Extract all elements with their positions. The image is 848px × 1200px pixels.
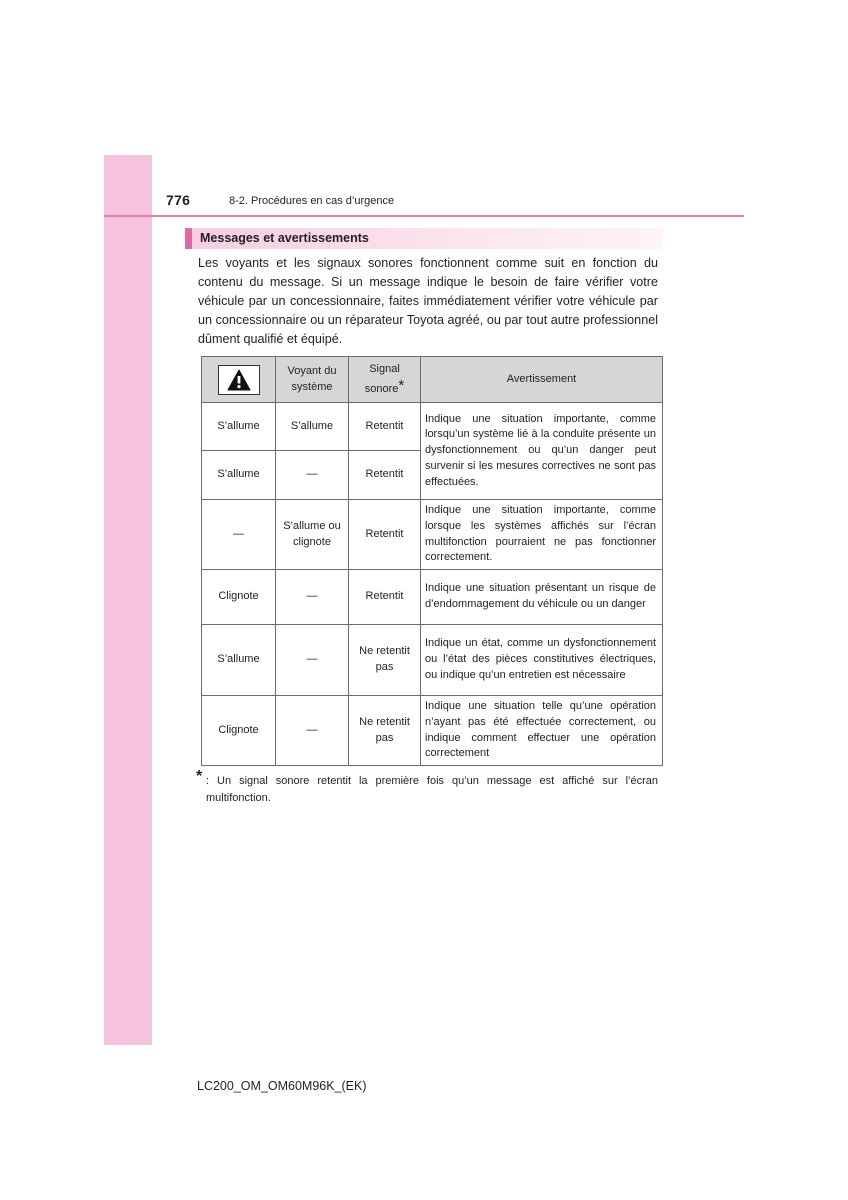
- cell-description: Indique une situation présentant un risque de d’endommagement du véhicule ou un danger: [421, 570, 663, 625]
- cell-warning: —: [202, 500, 276, 570]
- cell-warning: S’allume: [202, 625, 276, 696]
- cell-voyant: —: [276, 570, 349, 625]
- header-avertissement: Avertissement: [421, 357, 663, 403]
- cell-signal: Ne retentit pas: [349, 625, 421, 696]
- section-heading-box: [185, 228, 663, 249]
- table-header-row: [202, 357, 663, 403]
- cell-signal: Retentit: [349, 570, 421, 625]
- cell-voyant: —: [276, 451, 349, 500]
- cell-description: Indique une situation telle qu’une opération n’ayant pas été effectuée correctement, ou indique comment effectuer une opération correctement: [421, 696, 663, 766]
- cell-voyant: S’allume ou clignote: [276, 500, 349, 570]
- header-signal: [349, 357, 421, 403]
- cell-signal: Ne retentit pas: [349, 696, 421, 766]
- cell-voyant: S’allume: [276, 403, 349, 451]
- warning-triangle-icon: [218, 365, 260, 395]
- cell-description: Indique une situation importante, comme lorsque les systèmes affichés sur l’écran multifonction pourraient ne pas fonctionner correctement.: [421, 500, 663, 570]
- header-rule: [104, 215, 744, 217]
- table-row: [202, 625, 663, 696]
- cell-warning: S’allume: [202, 403, 276, 451]
- cell-warning: Clignote: [202, 696, 276, 766]
- footnote-text: : Un signal sonore retentit la première fois qu’un message est affiché sur l’écran multifonction.: [206, 775, 658, 804]
- cell-signal: Retentit: [349, 451, 421, 500]
- section-reference: 8-2. Procédures en cas d’urgence: [229, 195, 395, 207]
- cell-voyant: —: [276, 696, 349, 766]
- table-row: [202, 696, 663, 766]
- document-code: LC200_OM_OM60M96K_(EK): [197, 1079, 367, 1093]
- header-warning-cell: [202, 357, 276, 403]
- header-signal-asterisk: *: [398, 376, 405, 394]
- messages-table: [201, 356, 663, 766]
- cell-description: Indique une situation importante, comme lorsqu’un système lié à la conduite présente un dysfonctionnement ou qu’un danger peut survenir si les mesures correctives ne sont pas effectuées.: [421, 403, 663, 500]
- footnote-asterisk: *: [196, 768, 203, 785]
- cell-description: Indique un état, comme un dysfonctionnement ou l’état des pièces constitutives électriques, ou indique qu’un entretien est nécessaire: [421, 625, 663, 696]
- intro-paragraph: Les voyants et les signaux sonores fonctionnent comme suit en fonction du contenu du message. Si un message indique le besoin de faire vérifier votre véhicule par un concessionnaire, faites immédiatement vérifier votre véhicule par un concessionnaire ou un réparateur Toyota agréé, ou par tout autre professionnel dûment qualifié et équipé.: [198, 256, 658, 346]
- table-row: [202, 403, 663, 451]
- cell-warning: S’allume: [202, 451, 276, 500]
- section-heading: Messages et avertissements: [200, 231, 369, 245]
- cell-signal: Retentit: [349, 403, 421, 451]
- cell-voyant: —: [276, 625, 349, 696]
- side-tab-bar: [104, 155, 152, 1045]
- header-voyant: Voyant du système: [276, 357, 349, 403]
- header-signal-label: Signal sonore: [364, 362, 400, 395]
- cell-signal: Retentit: [349, 500, 421, 570]
- table-row: [202, 570, 663, 625]
- table-row: [202, 500, 663, 570]
- cell-warning: Clignote: [202, 570, 276, 625]
- page-number: 776: [166, 192, 191, 208]
